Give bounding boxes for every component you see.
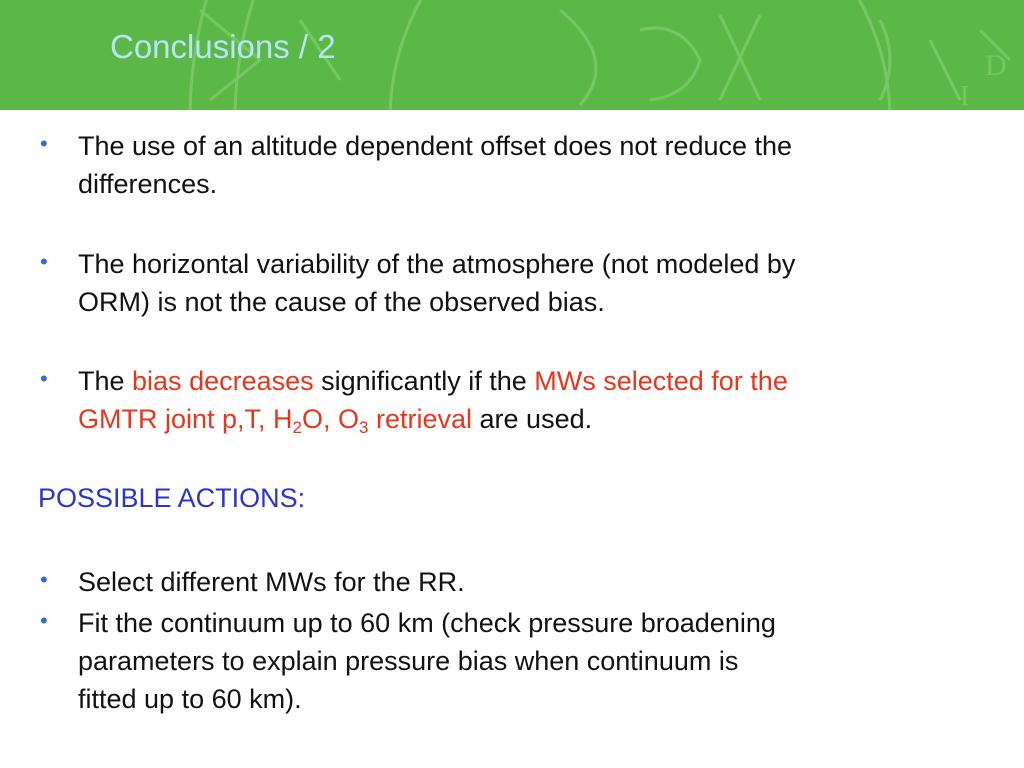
bullet-marker: • xyxy=(40,366,48,391)
svg-text:I: I xyxy=(960,81,970,110)
bullet-marker: • xyxy=(40,608,48,633)
subscript: 2 xyxy=(292,418,303,437)
bullet-line: differences. xyxy=(78,169,218,199)
bullet-marker: • xyxy=(40,567,48,592)
bullet-line xyxy=(78,362,998,400)
bullet-line xyxy=(78,400,998,438)
svg-text:D: D xyxy=(985,49,1007,82)
highlight-text: retrieval xyxy=(368,404,473,434)
bullet-line: ORM) is not the cause of the observed bias. xyxy=(78,287,605,317)
bullet-marker: • xyxy=(40,131,48,156)
highlight-text: GMTR joint p,T, H xyxy=(78,404,293,434)
bullet-marker: • xyxy=(40,249,48,274)
bullet-line: parameters to explain pressure bias when continuum is xyxy=(78,646,739,676)
bullet-text xyxy=(78,127,998,203)
slide-title: Conclusions / 2 xyxy=(110,28,336,65)
text-run: The xyxy=(78,366,133,396)
slide-header xyxy=(0,0,1024,110)
bullet-line: The horizontal variability of the atmosphere (not modeled by xyxy=(78,249,796,279)
bullet-text xyxy=(78,245,998,321)
bullet-line: The use of an altitude dependent offset does not reduce the xyxy=(78,131,793,161)
subscript: 3 xyxy=(359,418,369,437)
text-run: significantly if the xyxy=(313,366,535,396)
bullet-text xyxy=(78,563,998,601)
bullet-text xyxy=(78,604,998,718)
bullet-line: Fit the continuum up to 60 km (check pressure broadening xyxy=(78,608,776,638)
bullet-line: fitted up to 60 km). xyxy=(78,684,302,714)
bullet-line: Select different MWs for the RR. xyxy=(78,567,465,597)
highlight-text: O, O xyxy=(302,404,360,434)
text-run: are used. xyxy=(472,404,593,434)
bullet-text xyxy=(78,362,998,438)
section-heading: POSSIBLE ACTIONS: xyxy=(38,483,306,513)
highlight-text: MWs selected for the xyxy=(534,366,788,396)
highlight-text: bias decreases xyxy=(132,366,314,396)
